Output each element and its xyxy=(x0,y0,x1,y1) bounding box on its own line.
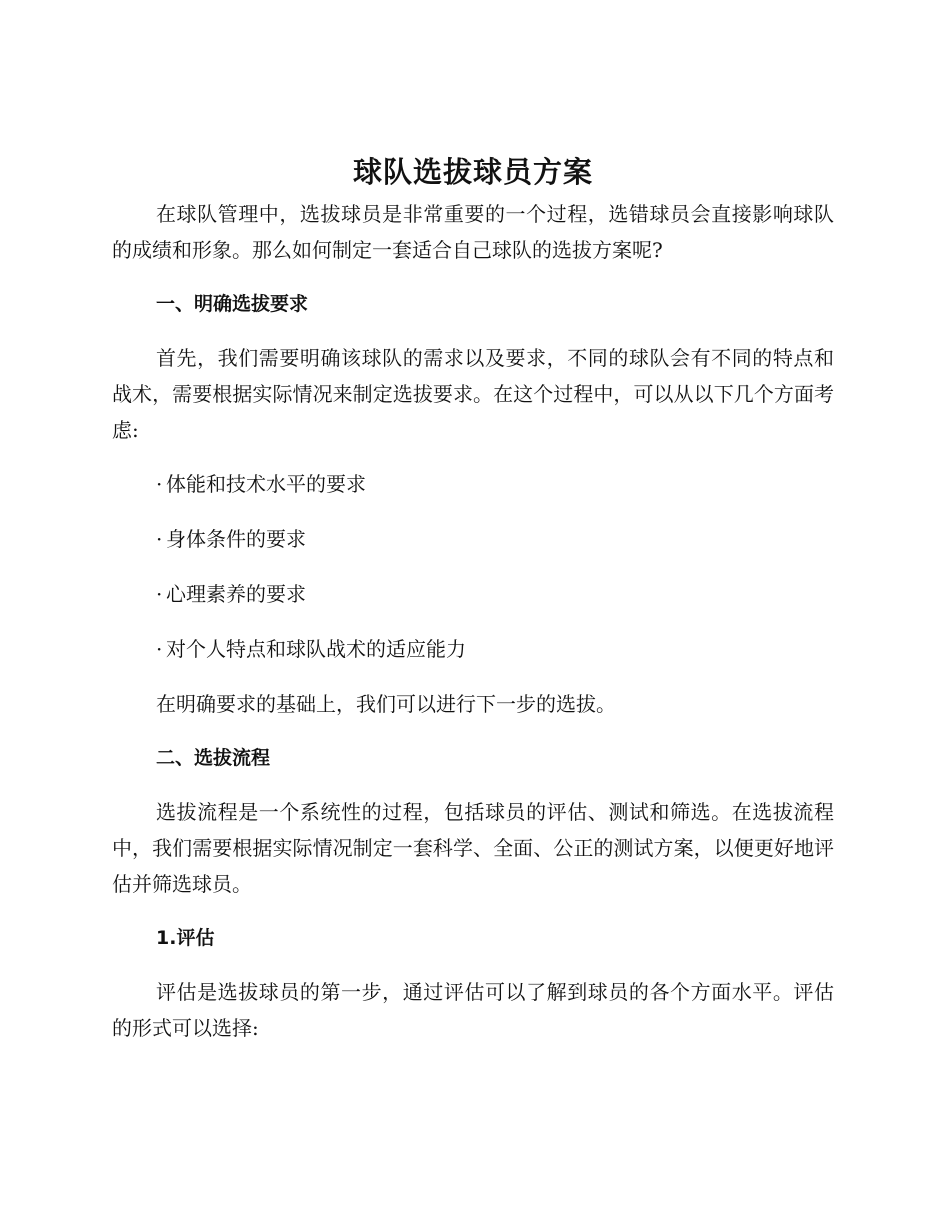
list-item-text: 心理素养的要求 xyxy=(166,582,306,606)
subsection-heading-evaluation: 1.评估 xyxy=(156,927,215,949)
intro-paragraph: 在球队管理中，选拔球员是非常重要的一个过程，选错球员会直接影响球队的成绩和形象。那么如何制定一套适合自己球队的选拔方案呢? xyxy=(112,202,834,262)
document-title: 球队选拔球员方案 xyxy=(352,155,593,189)
list-item xyxy=(112,521,834,557)
process-paragraph: 选拔流程是一个系统性的过程，包括球员的评估、测试和筛选。在选拔流程中，我们需要根据实际情况制定一套科学、全面、公正的测试方案，以便更好地评估并筛选球员。 xyxy=(112,800,834,896)
list-item-text: 体能和技术水平的要求 xyxy=(166,472,366,496)
bullet-dot-icon: · xyxy=(156,582,163,606)
bullet-dot-icon: · xyxy=(156,472,163,496)
section-heading-requirements: 一、明确选拔要求 xyxy=(156,293,309,315)
requirements-closing: 在明确要求的基础上，我们可以进行下一步的选拔。 xyxy=(156,692,616,716)
list-item xyxy=(112,466,834,502)
bullet-dot-icon: · xyxy=(156,527,163,551)
list-item-text: 对个人特点和球队战术的适应能力 xyxy=(166,637,466,661)
bullet-dot-icon: · xyxy=(156,637,163,661)
list-item xyxy=(112,576,834,612)
list-item xyxy=(112,631,834,667)
requirements-list xyxy=(112,466,834,667)
section-heading-process: 二、选拔流程 xyxy=(156,747,271,769)
list-item-text: 身体条件的要求 xyxy=(166,527,306,551)
document-page xyxy=(112,150,834,1064)
requirements-paragraph: 首先，我们需要明确该球队的需求以及要求，不同的球队会有不同的特点和战术，需要根据实际情况来制定选拔要求。在这个过程中，可以从以下几个方面考虑: xyxy=(112,346,834,442)
evaluation-paragraph: 评估是选拔球员的第一步，通过评估可以了解到球员的各个方面水平。评估的形式可以选择: xyxy=(112,980,834,1040)
